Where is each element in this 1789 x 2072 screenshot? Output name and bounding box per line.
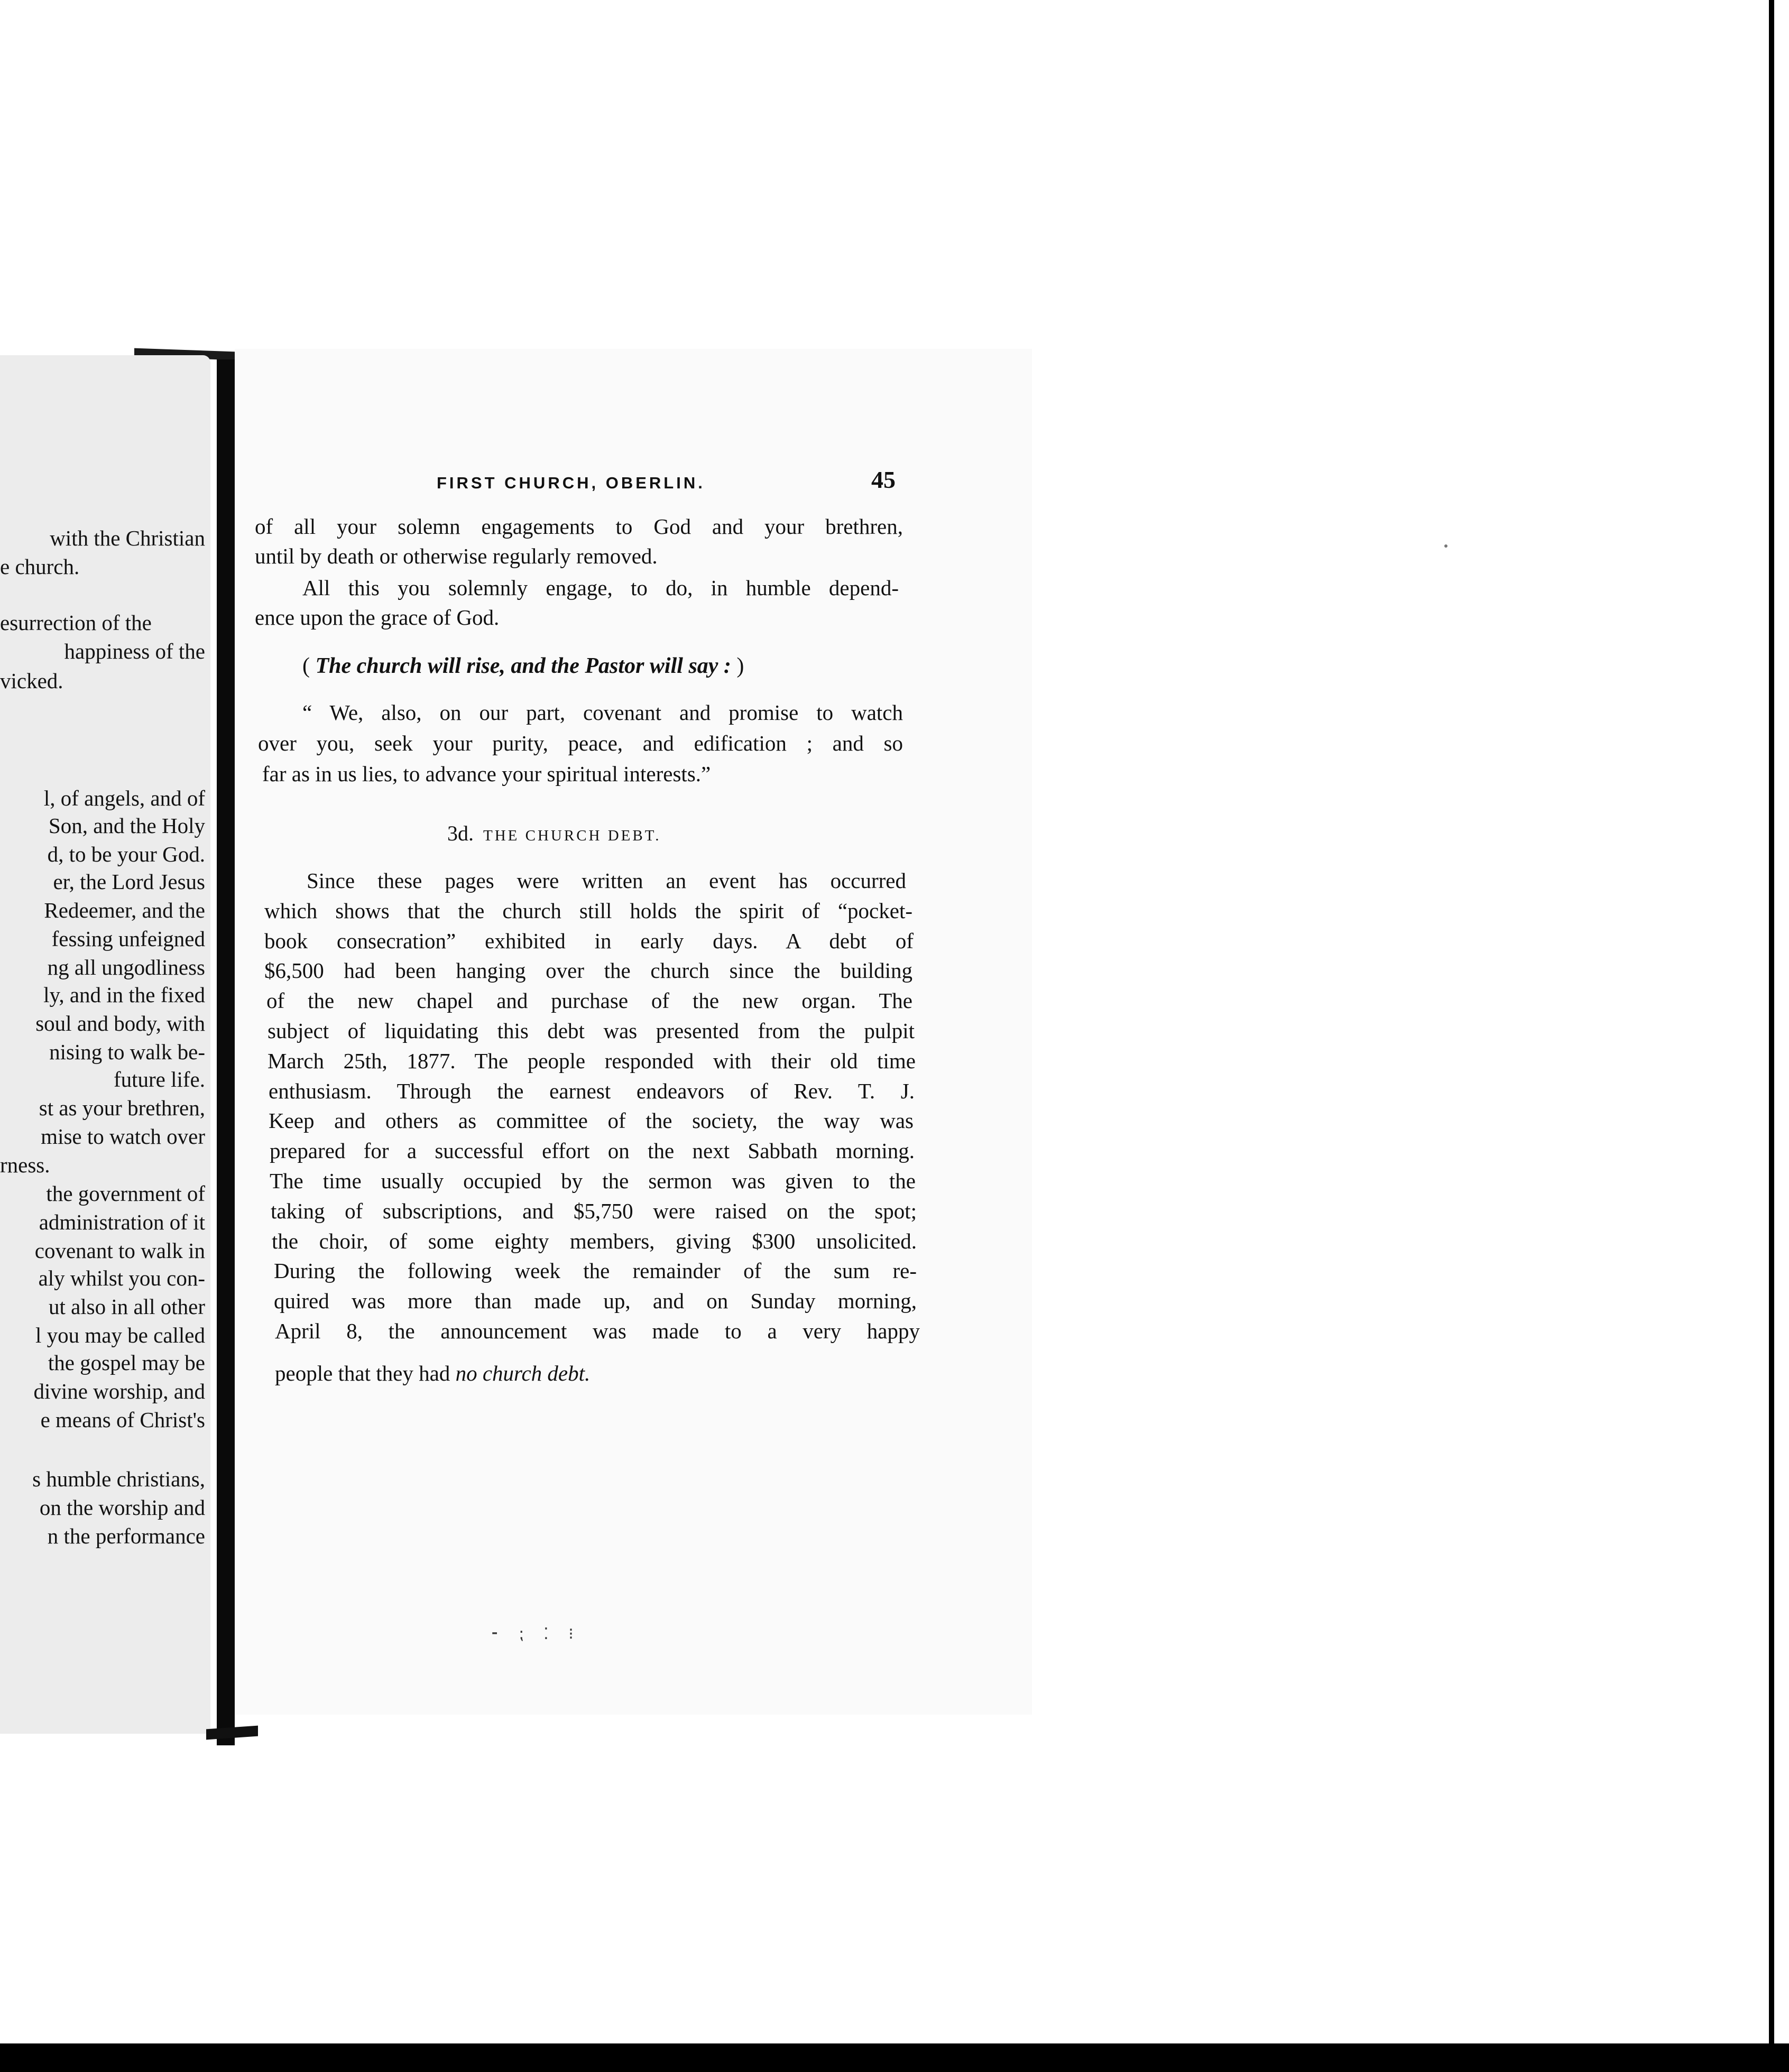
section-heading xyxy=(447,818,661,851)
left-page-line: ng all ungodliness xyxy=(47,955,205,979)
left-page-line: er, the Lord Jesus xyxy=(53,870,205,894)
left-page-line: d, to be your God. xyxy=(47,842,205,866)
left-page-line: administration of it xyxy=(39,1210,205,1234)
paragraph-4-line: which shows that the church still holds the spirit of “pocket- xyxy=(264,898,912,923)
section-title: THE CHURCH DEBT. xyxy=(483,827,661,844)
paragraph-2-line: All this you solemnly engage, to do, in humble depend- xyxy=(302,576,899,600)
paragraph-4-line: the choir, of some eighty members, giving $300 unsolicited. xyxy=(272,1228,917,1253)
left-page-line: l, of angels, and of xyxy=(43,786,205,810)
final-line-prefix: people that they had xyxy=(275,1361,456,1385)
left-page-line: future life. xyxy=(113,1067,205,1092)
paragraph-3-line: far as in us lies, to advance your spiritual interests.” xyxy=(262,762,711,786)
left-page-line: Redeemer, and the xyxy=(44,898,205,922)
footer-marks: ⁃ ⁏ ⁚ ⁝ xyxy=(491,1625,581,1643)
left-page-line: ly, and in the fixed xyxy=(43,983,205,1007)
left-page-line: the gospel may be xyxy=(48,1350,205,1375)
paragraph-1-line: of all your solemn engagements to God and your brethren, xyxy=(255,514,903,539)
scan-frame-right-edge xyxy=(1769,0,1774,2046)
left-page-line: covenant to walk in xyxy=(34,1238,205,1263)
paragraph-4-line: March 25th, 1877. The people responded with their old time xyxy=(268,1048,916,1073)
rubric-close: ) xyxy=(736,654,744,678)
left-page-line: l you may be called xyxy=(35,1323,205,1347)
paragraph-4-line: enthusiasm. Through the earnest endeavors of Rev. T. J. xyxy=(269,1078,915,1103)
left-page-line: aly whilst you con- xyxy=(38,1266,205,1290)
paragraph-4-line: During the following week the remainder of the sum re- xyxy=(274,1259,917,1283)
rubric-text: The church will rise, and the Pastor will say : xyxy=(315,654,731,678)
paragraph-2-line: ence upon the grace of God. xyxy=(255,605,500,630)
left-page-line: soul and body, with xyxy=(35,1011,205,1035)
spine-bottom-edge xyxy=(206,1726,258,1740)
rubric-open: ( xyxy=(302,654,310,678)
left-page-line: happiness of the xyxy=(64,639,205,663)
left-page-line: e church. xyxy=(0,554,80,579)
left-page-lines xyxy=(0,355,210,1734)
running-head: FIRST CHURCH, OBERLIN. xyxy=(437,474,705,492)
left-page-line: st as your brethren, xyxy=(39,1096,205,1120)
paragraph-4-line: $6,500 had been hanging over the church since the building xyxy=(264,958,912,983)
left-page-fragment xyxy=(0,355,210,1734)
paragraph-4-line: book consecration” exhibited in early days. A debt of xyxy=(264,928,914,953)
left-page-line: Son, and the Holy xyxy=(48,813,205,838)
left-page-line: vicked. xyxy=(0,669,63,693)
left-page-line: rness. xyxy=(0,1153,50,1177)
left-page-line: mise to watch over xyxy=(41,1124,205,1149)
stray-dot xyxy=(1444,544,1447,548)
left-page-line: nising to walk be- xyxy=(49,1040,205,1064)
paragraph-4-line: Keep and others as committee of the society, the way was xyxy=(269,1108,914,1133)
paragraph-3-line: over you, seek your purity, peace, and edification ; and so xyxy=(258,731,903,755)
book-spine xyxy=(217,359,235,1745)
paragraph-4-line: Since these pages were written an event has occurred xyxy=(307,868,906,893)
left-page-line: esurrection of the xyxy=(0,610,152,635)
paragraph-4-line: subject of liquidating this debt was presented from the pulpit xyxy=(268,1019,915,1043)
paragraph-4-line: prepared for a successful effort on the next Sabbath morning. xyxy=(270,1139,915,1163)
paragraph-4-line: taking of subscriptions, and $5,750 were raised on the spot; xyxy=(271,1198,917,1223)
paragraph-4-line: April 8, the announcement was made to a very happy xyxy=(275,1319,920,1343)
paragraph-4-line: quired was more than made up, and on Sunday morning, xyxy=(274,1289,917,1314)
left-page-line: with the Christian xyxy=(50,526,205,550)
page-number: 45 xyxy=(871,466,896,493)
scan-frame-bottom-edge xyxy=(0,2043,1789,2072)
paragraph-4-line: The time usually occupied by the sermon was given to the xyxy=(270,1169,916,1193)
final-line-emphasis: no church debt. xyxy=(455,1361,591,1385)
left-page-line: e means of Christ's xyxy=(40,1408,205,1432)
left-page-line: n the performance xyxy=(47,1524,205,1548)
left-page-line: on the worship and xyxy=(39,1495,205,1520)
left-page-line: the government of xyxy=(46,1181,205,1206)
left-page-line: ut also in all other xyxy=(48,1294,205,1319)
paragraph-1-line: until by death or otherwise regularly removed. xyxy=(255,544,658,568)
left-page-line: s humble christians, xyxy=(32,1467,205,1491)
final-line xyxy=(275,1358,590,1388)
section-number: 3d. xyxy=(447,821,474,845)
left-page-line: fessing unfeigned xyxy=(51,927,205,951)
paragraph-3-line: “ We, also, on our part, covenant and promise to watch xyxy=(302,700,903,725)
rubric-instruction xyxy=(302,651,744,681)
paragraph-4-line: of the new chapel and purchase of the new organ. The xyxy=(266,988,912,1013)
left-page-line: divine worship, and xyxy=(33,1379,205,1403)
